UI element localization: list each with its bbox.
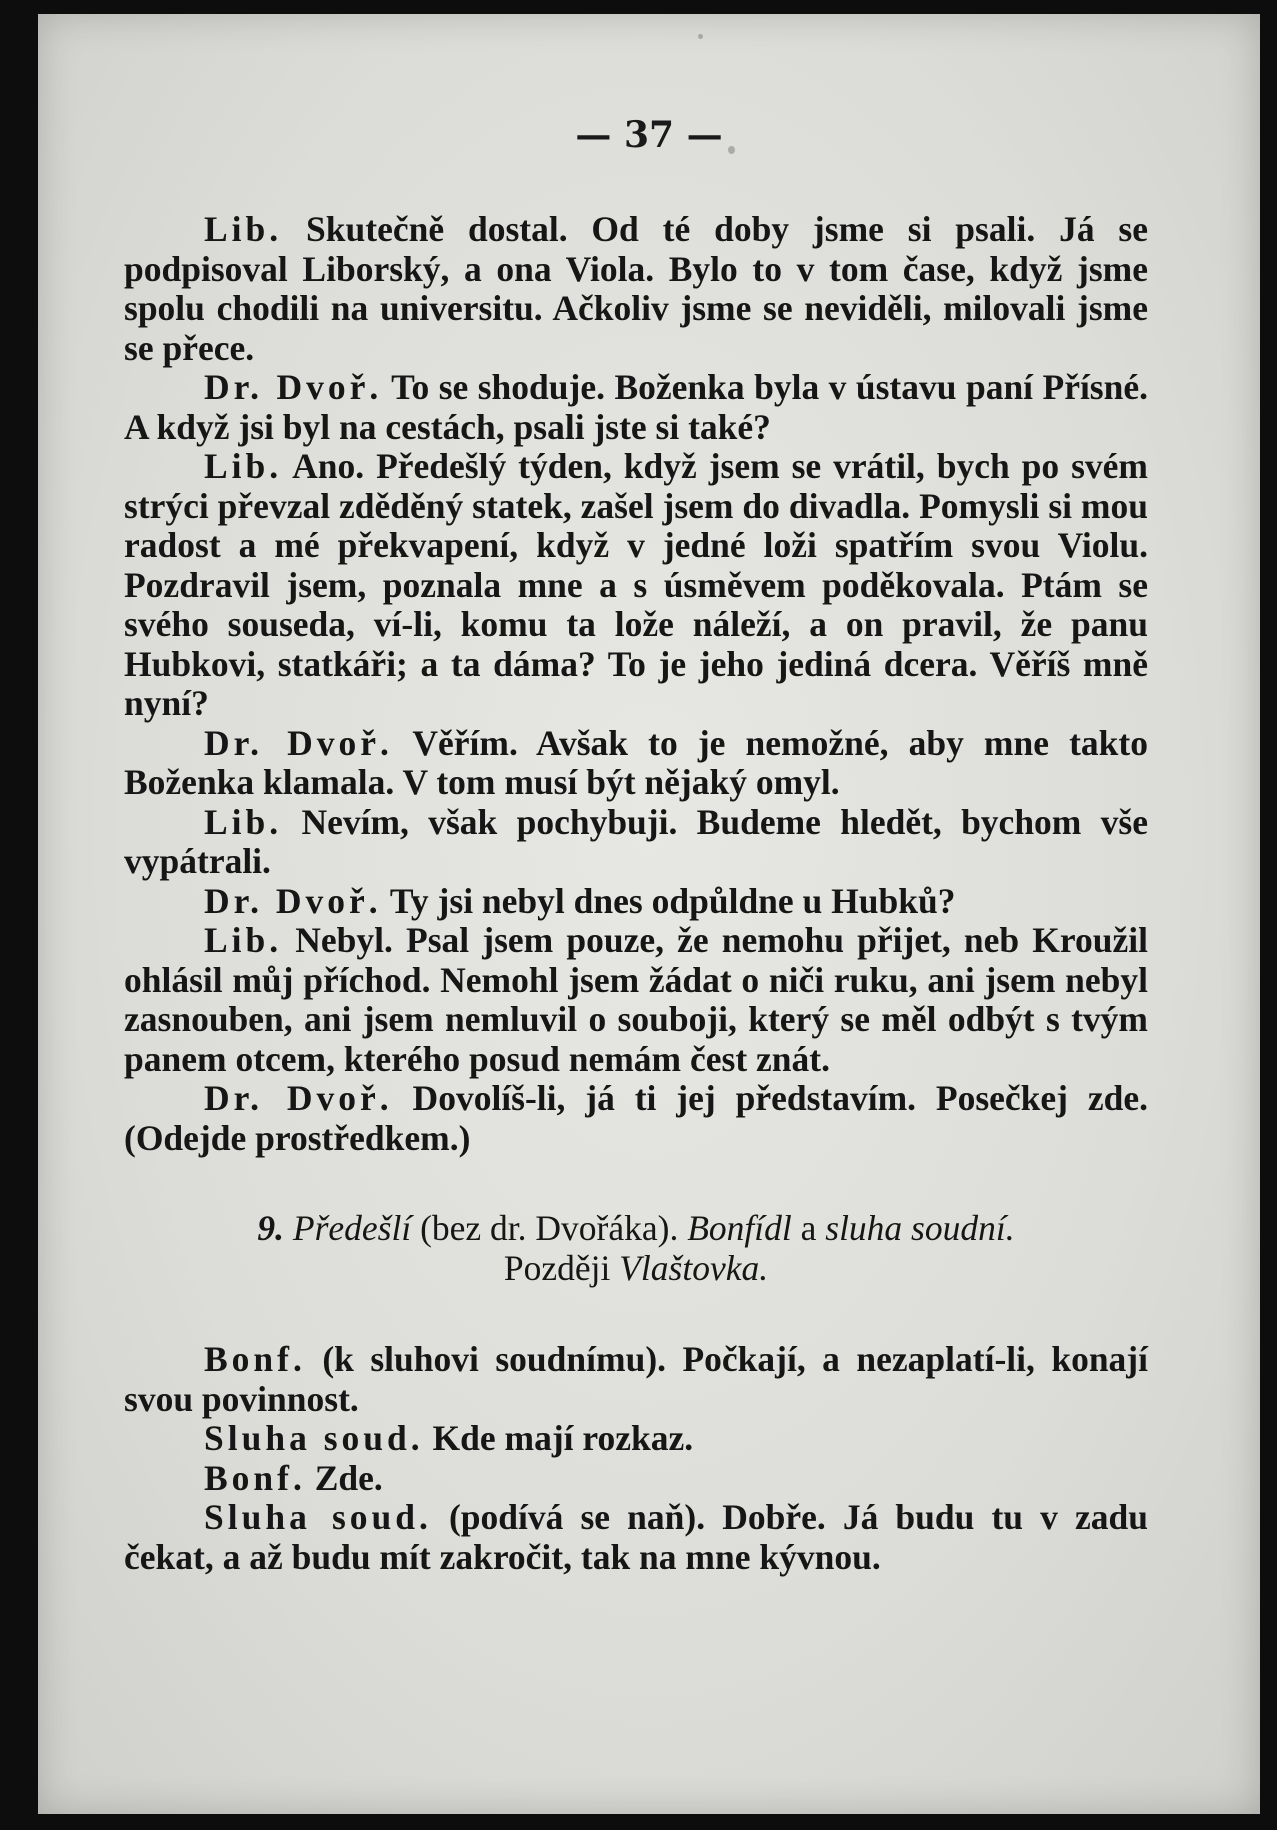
dialogue-line bbox=[124, 921, 1148, 1079]
speaker: Lib. bbox=[204, 446, 283, 486]
speaker: Lib. bbox=[204, 801, 283, 842]
line-text: Zde. bbox=[305, 1457, 383, 1498]
dialogue-line bbox=[124, 882, 1148, 922]
line-text: Věřím. Avšak to je nemožné, aby mne takto Boženka klamala. V tom musí být nějaký omyl. bbox=[124, 722, 1148, 802]
speaker: Lib. bbox=[204, 920, 283, 960]
speaker: Bonf. bbox=[204, 1457, 306, 1498]
dialogue-line bbox=[124, 1340, 1148, 1419]
speaker: Bonf. bbox=[204, 1339, 306, 1379]
speaker: Sluha soud. bbox=[204, 1497, 432, 1537]
line-text: To se shoduje. Boženka byla v ústavu paní Přísné. A když jsi byl na cestách, psali jste si také? bbox=[124, 367, 1148, 447]
dialogue-line bbox=[124, 1079, 1148, 1158]
book-page bbox=[38, 14, 1260, 1814]
speaker: Dr. Dvoř. bbox=[204, 880, 382, 921]
speaker: Sluha soud. bbox=[204, 1418, 424, 1458]
scene-number: 9. bbox=[257, 1208, 285, 1248]
dialogue-line bbox=[124, 724, 1148, 803]
scene-character: Bonfídl bbox=[687, 1208, 792, 1248]
scene-entering: Předešlí bbox=[292, 1208, 412, 1248]
scene-heading-line-1 bbox=[124, 1208, 1148, 1248]
dialogue-line bbox=[124, 1459, 1148, 1499]
line-text: (podívá se naň). Dobře. Já budu tu v zadu čekat, a až budu mít zakročit, tak na mne kývnou. bbox=[124, 1497, 1148, 1577]
dialogue-line bbox=[124, 447, 1148, 724]
line-text: Skutečně dostal. Od té doby jsme si psali. Já se podpisoval Liborský, a ona Viola. Bylo to v tom čase, když jsme spolu chodili na universitu. Ačkoliv jsme se neviděli, milovali jsme se přece. bbox=[124, 209, 1148, 368]
page-text bbox=[124, 210, 1148, 1577]
line-text: Nebyl. Psal jsem pouze, že nemohu přijet, neb Kroužil ohlásil můj příchod. Nemohl jsem žádat o niči ruku, ani jsem nebyl zasnouben, ani jsem nemluvil o souboji, který se měl odbýt s tvým panem otcem, kterého posud nemám čest znát. bbox=[124, 920, 1148, 1079]
scene-and: a bbox=[791, 1208, 826, 1248]
scene-note: (bez dr. Dvořáka). bbox=[411, 1208, 688, 1248]
dialogue-line bbox=[124, 1419, 1148, 1459]
scene-character: Vlaštovka. bbox=[619, 1248, 769, 1288]
scene-character: sluha soudní. bbox=[825, 1208, 1015, 1248]
line-text: (k sluhovi soudnímu). Počkají, a nezaplatí-li, konají svou povinnost. bbox=[124, 1339, 1148, 1419]
page-number: — 37 — bbox=[575, 114, 723, 156]
line-text: Kde mají rozkaz. bbox=[423, 1418, 694, 1458]
dialogue-line bbox=[124, 1498, 1148, 1577]
spacer bbox=[124, 1288, 1148, 1340]
scene-heading-line-2 bbox=[124, 1248, 1148, 1288]
line-text: Ano. Předešlý týden, když jsem se vrátil, bych po svém strýci převzal zděděný statek, zašel jsem do divadla. Pomysli si mou radost a mé překvapení, když v jedné loži spatřím svou Violu. Pozdravil jsem, poznala mne a s úsměvem poděkovala. Ptám se svého souseda, ví-li, komu ta lože náleží, a on pravil, že panu Hubkovi, statkáři; a ta dáma? To je jeho jediná dcera. Věříš mně nyní? bbox=[124, 446, 1148, 723]
scene-later: Později bbox=[503, 1248, 620, 1288]
speaker: Lib. bbox=[204, 209, 283, 249]
speaker: Dr. Dvoř. bbox=[204, 367, 383, 407]
dialogue-line bbox=[124, 368, 1148, 447]
speaker: Dr. Dvoř. bbox=[204, 722, 393, 763]
line-text: Nevím, však pochybuji. Budeme hledět, bychom vše vypátrali. bbox=[124, 801, 1148, 881]
specks bbox=[698, 34, 703, 39]
scene-heading bbox=[124, 1208, 1148, 1288]
dialogue-line bbox=[124, 210, 1148, 368]
dialogue-line bbox=[124, 803, 1148, 882]
line-text: Dovolíš-li, já ti jej představím. Posečkej zde. (Odejde prostředkem.) bbox=[124, 1078, 1149, 1158]
line-text: Ty jsi nebyl dnes odpůldne u Hubků? bbox=[381, 880, 956, 921]
speaker: Dr. Dvoř. bbox=[204, 1078, 393, 1118]
